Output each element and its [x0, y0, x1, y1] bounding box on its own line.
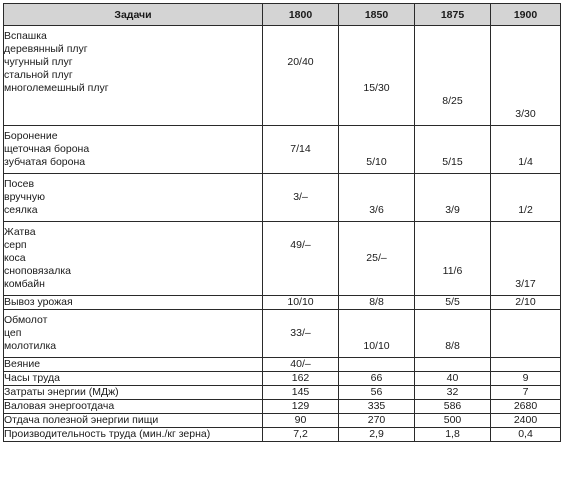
task-name: Часы труда: [4, 372, 60, 384]
value-text: 335: [367, 400, 386, 412]
value-text: [263, 178, 338, 191]
table-row: [4, 222, 561, 296]
value-text: 10/10: [287, 296, 314, 308]
value-text: [263, 278, 338, 291]
value-text: [415, 252, 490, 265]
value-cell-1800: [263, 222, 339, 296]
value-cell-1900: [491, 26, 561, 126]
value-text: 3/–: [293, 191, 308, 203]
value-text: [339, 30, 414, 43]
value-cell-1800: [263, 358, 339, 372]
value-text: [415, 130, 490, 143]
value-cell-1875: [415, 174, 491, 222]
task-cell: [4, 222, 263, 296]
value-text: 3/30: [515, 108, 536, 120]
value-text: [415, 82, 490, 95]
value-cell-1900: [491, 310, 561, 358]
value-cell-1850: [339, 400, 415, 414]
value-text: 5/15: [442, 156, 463, 168]
task-subitem: [4, 95, 262, 108]
value-text: [491, 239, 560, 252]
value-text: [415, 226, 490, 239]
task-subitem: деревянный плуг: [4, 43, 88, 55]
task-cell: [4, 428, 263, 442]
value-text: 145: [291, 386, 310, 398]
value-text: [339, 143, 414, 156]
value-cell-1850: [339, 174, 415, 222]
task-name: Валовая энергоотдача: [4, 400, 115, 412]
task-name: Веяние: [4, 358, 41, 370]
value-text: [491, 252, 560, 265]
value-text: [491, 265, 560, 278]
task-cell: [4, 358, 263, 372]
task-subitem: стальной плуг: [4, 69, 73, 81]
value-text: [339, 108, 414, 121]
value-text: [415, 69, 490, 82]
value-text: 270: [367, 414, 386, 426]
value-text: 0,4: [518, 428, 533, 440]
value-cell-1900: [491, 386, 561, 400]
task-subitem: зубчатая борона: [4, 156, 86, 168]
task-subitem: [4, 108, 262, 121]
value-cell-1875: [415, 400, 491, 414]
value-cell-1875: [415, 428, 491, 442]
value-text: [339, 278, 414, 291]
task-subitem: коса: [4, 252, 26, 264]
task-subitem: многолемешный плуг: [4, 82, 109, 94]
value-text: 40: [446, 372, 459, 384]
value-text: [339, 43, 414, 56]
value-text: [339, 327, 414, 340]
value-cell-1900: [491, 222, 561, 296]
task-subitem: вручную: [4, 191, 45, 203]
value-cell-1850: [339, 428, 415, 442]
value-text: [415, 191, 490, 204]
task-cell: [4, 126, 263, 174]
value-text: 49/–: [290, 239, 311, 251]
task-name: Вывоз урожая: [4, 296, 73, 308]
header-year-1900: 1900: [491, 4, 561, 26]
value-cell-1875: [415, 222, 491, 296]
value-text: 1,8: [445, 428, 460, 440]
agriculture-table: [3, 3, 561, 442]
value-cell-1850: [339, 414, 415, 428]
table-row: [4, 126, 561, 174]
task-subitem: серп: [4, 239, 27, 251]
value-cell-1800: [263, 386, 339, 400]
value-cell-1800: [263, 296, 339, 310]
task-cell: [4, 174, 263, 222]
value-text: 9: [522, 372, 529, 384]
value-text: [263, 43, 338, 56]
value-cell-1875: [415, 414, 491, 428]
value-cell-1850: [339, 372, 415, 386]
table-row: [4, 310, 561, 358]
value-text: 66: [370, 372, 383, 384]
value-text: 8/8: [369, 296, 384, 308]
value-text: [415, 239, 490, 252]
value-text: 3/9: [445, 204, 460, 216]
value-text: [491, 130, 560, 143]
value-cell-1850: [339, 126, 415, 174]
value-cell-1900: [491, 428, 561, 442]
value-text: 1/4: [518, 156, 533, 168]
value-cell-1850: [339, 358, 415, 372]
value-text: [339, 191, 414, 204]
value-text: 25/–: [366, 252, 387, 264]
table-row: [4, 400, 561, 414]
table-row: [4, 414, 561, 428]
value-text: [491, 95, 560, 108]
value-text: [491, 143, 560, 156]
value-cell-1875: [415, 26, 491, 126]
table-row: [4, 372, 561, 386]
value-cell-1800: [263, 174, 339, 222]
value-text: [491, 82, 560, 95]
value-cell-1875: [415, 372, 491, 386]
task-name: Затраты энергии (МДж): [4, 386, 119, 398]
value-cell-1875: [415, 358, 491, 372]
value-text: [491, 43, 560, 56]
task-subitem: сеялка: [4, 204, 38, 216]
task-name: Посев: [4, 178, 35, 190]
value-text: [491, 30, 560, 43]
value-text: [263, 156, 338, 169]
task-subitem: комбайн: [4, 278, 45, 290]
task-cell: [4, 310, 263, 358]
value-text: 2,9: [369, 428, 384, 440]
value-cell-1875: [415, 126, 491, 174]
task-subitem: молотилка: [4, 340, 57, 352]
value-text: [415, 327, 490, 340]
value-cell-1900: [491, 174, 561, 222]
value-text: [263, 108, 338, 121]
value-text: [415, 143, 490, 156]
value-text: 1/2: [518, 204, 533, 216]
value-text: [415, 314, 490, 327]
value-cell-1850: [339, 296, 415, 310]
value-cell-1800: [263, 310, 339, 358]
header-year-1850: 1850: [339, 4, 415, 26]
value-text: 15/30: [363, 82, 390, 94]
value-cell-1900: [491, 358, 561, 372]
value-text: [263, 265, 338, 278]
value-cell-1850: [339, 310, 415, 358]
table-row: [4, 386, 561, 400]
value-text: [415, 178, 490, 191]
value-text: [415, 56, 490, 69]
value-text: [339, 314, 414, 327]
table-row: [4, 26, 561, 126]
value-text: [491, 178, 560, 191]
value-text: [263, 82, 338, 95]
value-cell-1800: [263, 414, 339, 428]
value-text: [491, 191, 560, 204]
value-text: 3/17: [515, 278, 536, 290]
value-cell-1800: [263, 372, 339, 386]
value-text: [263, 30, 338, 43]
task-name: Жатва: [4, 226, 36, 238]
value-cell-1900: [491, 296, 561, 310]
table-row: [4, 428, 561, 442]
value-text: 7/14: [290, 143, 311, 155]
value-text: 5/5: [445, 296, 460, 308]
value-text: 129: [291, 400, 310, 412]
value-text: [339, 265, 414, 278]
value-cell-1900: [491, 372, 561, 386]
value-text: [491, 340, 560, 353]
value-text: 5/10: [366, 156, 387, 168]
value-text: 90: [294, 414, 307, 426]
task-name: Вспашка: [4, 30, 47, 42]
value-cell-1900: [491, 400, 561, 414]
task-cell: [4, 386, 263, 400]
value-text: 20/40: [287, 56, 314, 68]
task-cell: [4, 296, 263, 310]
table-row: [4, 174, 561, 222]
header-row: [4, 4, 561, 26]
value-cell-1800: [263, 26, 339, 126]
value-text: 3/6: [369, 204, 384, 216]
value-text: [263, 69, 338, 82]
value-cell-1875: [415, 386, 491, 400]
header-year-1875: 1875: [415, 4, 491, 26]
value-text: [339, 178, 414, 191]
value-text: [339, 130, 414, 143]
value-cell-1850: [339, 26, 415, 126]
value-text: [263, 252, 338, 265]
task-cell: [4, 372, 263, 386]
task-name: Боронение: [4, 130, 58, 142]
value-cell-1900: [491, 126, 561, 174]
value-cell-1900: [491, 414, 561, 428]
value-text: 8/8: [445, 340, 460, 352]
value-text: 11/6: [442, 265, 463, 277]
value-text: [263, 314, 338, 327]
value-text: 586: [443, 400, 462, 412]
task-name: Отдача полезной энергии пищи: [4, 414, 159, 426]
value-cell-1875: [415, 310, 491, 358]
value-text: [339, 239, 414, 252]
value-text: 7: [522, 386, 529, 398]
value-cell-1850: [339, 222, 415, 296]
value-text: [491, 69, 560, 82]
value-text: [491, 327, 560, 340]
task-cell: [4, 26, 263, 126]
task-cell: [4, 400, 263, 414]
value-text: [263, 95, 338, 108]
table-row: [4, 296, 561, 310]
value-text: [339, 95, 414, 108]
value-text: 500: [443, 414, 462, 426]
task-subitem: щеточная борона: [4, 143, 90, 155]
value-cell-1800: [263, 428, 339, 442]
value-text: 33/–: [290, 327, 311, 339]
value-text: [339, 226, 414, 239]
header-task: Задачи: [4, 4, 263, 26]
value-text: [491, 226, 560, 239]
value-cell-1800: [263, 400, 339, 414]
value-text: 2400: [513, 414, 538, 426]
task-subitem: сноповязалка: [4, 265, 72, 277]
value-cell-1800: [263, 126, 339, 174]
value-text: 7,2: [293, 428, 308, 440]
value-text: [263, 226, 338, 239]
value-text: 56: [370, 386, 383, 398]
value-cell-1875: [415, 296, 491, 310]
task-subitem: чугунный плуг: [4, 56, 73, 68]
value-text: [415, 278, 490, 291]
task-name: Производительность труда (мин./кг зерна): [4, 428, 211, 440]
value-text: [491, 314, 560, 327]
value-text: [491, 358, 560, 371]
value-text: [415, 358, 490, 371]
value-text: [339, 69, 414, 82]
value-text: [263, 340, 338, 353]
value-text: [415, 30, 490, 43]
value-text: 32: [446, 386, 459, 398]
value-text: [415, 43, 490, 56]
value-text: 10/10: [363, 340, 390, 352]
value-cell-1850: [339, 386, 415, 400]
value-text: [263, 204, 338, 217]
task-subitem: цеп: [4, 327, 22, 339]
value-text: 40/–: [290, 358, 311, 370]
value-text: 162: [291, 372, 310, 384]
value-text: 2680: [513, 400, 538, 412]
task-name: Обмолот: [4, 314, 48, 326]
value-text: 2/10: [515, 296, 536, 308]
value-text: [339, 358, 414, 371]
value-text: [339, 56, 414, 69]
table-row: [4, 358, 561, 372]
value-text: [491, 56, 560, 69]
value-text: [415, 108, 490, 121]
task-cell: [4, 414, 263, 428]
value-text: 8/25: [442, 95, 463, 107]
value-text: [263, 130, 338, 143]
header-year-1800: 1800: [263, 4, 339, 26]
